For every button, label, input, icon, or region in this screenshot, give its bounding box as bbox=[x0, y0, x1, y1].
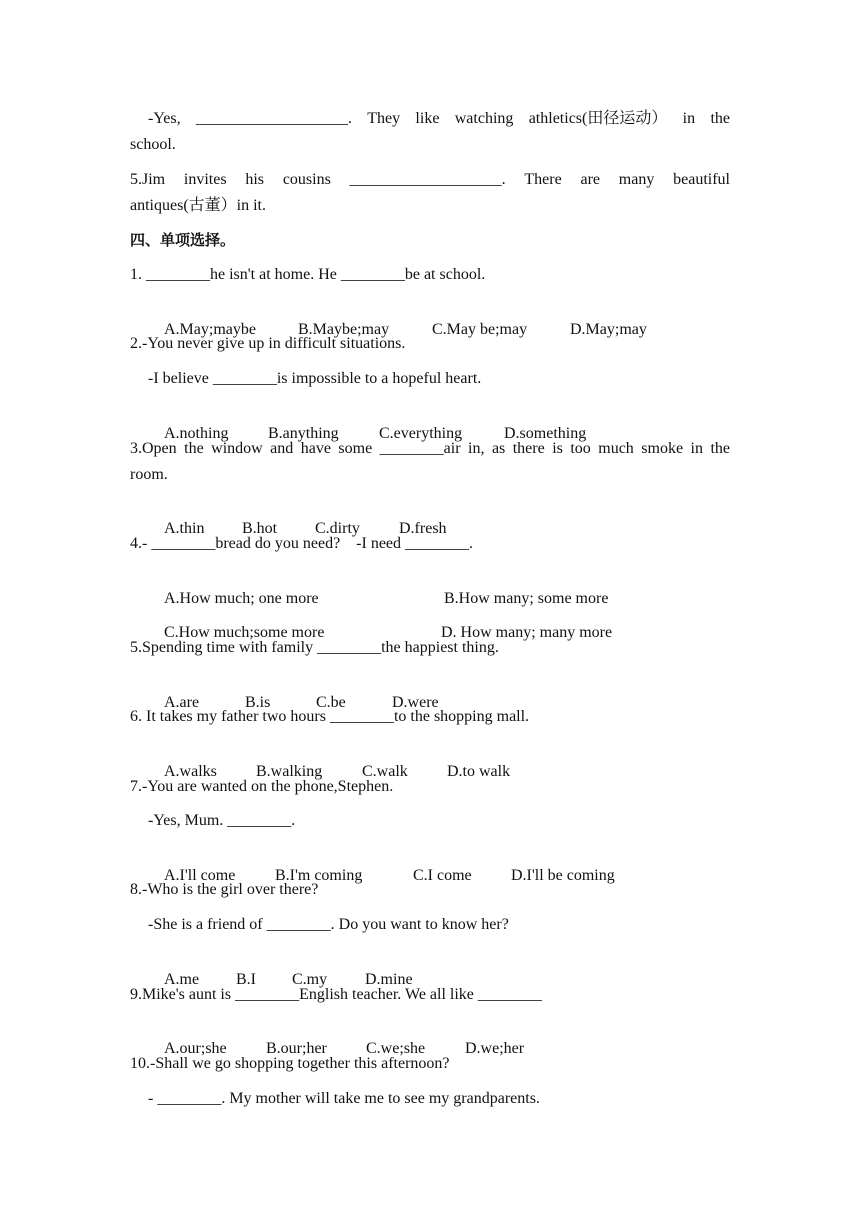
option-a: A.How much; one more bbox=[164, 590, 319, 607]
word: invites bbox=[183, 171, 227, 188]
word: many bbox=[618, 171, 655, 188]
word: and bbox=[270, 440, 294, 457]
word: some bbox=[338, 440, 373, 457]
word: are bbox=[580, 171, 600, 188]
option-c: C.everything bbox=[379, 425, 463, 442]
word: in bbox=[682, 110, 696, 127]
option-b: B.our;her bbox=[266, 1040, 327, 1057]
option-a: A.May;maybe bbox=[164, 321, 256, 338]
word: watching bbox=[454, 110, 514, 127]
option-d: D.mine bbox=[365, 971, 413, 988]
word: There bbox=[524, 171, 562, 188]
question-sub: -Yes, Mum. ________. bbox=[148, 812, 296, 829]
option-d: D.were bbox=[392, 694, 439, 711]
word: cousins bbox=[282, 171, 331, 188]
question-stem: 6. It takes my father two hours ________to the shopping mall. bbox=[130, 708, 530, 725]
option-a: A.walks bbox=[164, 763, 217, 780]
option-a: A.I'll come bbox=[164, 867, 236, 884]
word: window bbox=[211, 440, 263, 457]
option-b: B.Maybe;may bbox=[298, 321, 390, 338]
question-stem: 10.-Shall we go shopping together this afternoon? bbox=[130, 1055, 450, 1072]
question-stem: 9.Mike's aunt is ________English teacher. We all like ________ bbox=[130, 986, 542, 1003]
section-title: 四、单项选择。 bbox=[130, 231, 236, 249]
word: ___________________. bbox=[195, 110, 352, 127]
question-stem: 8.-Who is the girl over there? bbox=[130, 881, 319, 898]
word: is bbox=[552, 440, 563, 457]
option-b: B.hot bbox=[242, 520, 278, 537]
word: the bbox=[710, 440, 730, 457]
question-sub: - ________. My mother will take me to see my grandparents. bbox=[148, 1090, 540, 1107]
q4-answer-line bbox=[130, 109, 730, 129]
option-c: C.my bbox=[292, 971, 328, 988]
q5-fill-line2: antiques(古董）in it. bbox=[130, 197, 266, 214]
word: in, bbox=[468, 440, 485, 457]
option-d: D.to walk bbox=[447, 763, 511, 780]
option-b: B.is bbox=[245, 694, 271, 711]
word: 5.Jim bbox=[130, 171, 166, 188]
word: beautiful bbox=[673, 171, 730, 188]
word: the bbox=[184, 440, 204, 457]
option-a: A.thin bbox=[164, 520, 205, 537]
word: 3.Open bbox=[130, 440, 177, 457]
option-c: C.How much;some more bbox=[164, 624, 325, 641]
question-sub: -I believe ________is impossible to a hopeful heart. bbox=[148, 370, 482, 387]
option-a: A.nothing bbox=[164, 425, 229, 442]
option-b: B.walking bbox=[256, 763, 323, 780]
option-c: C.I come bbox=[413, 867, 472, 884]
option-c: C.walk bbox=[362, 763, 408, 780]
question-stem bbox=[130, 439, 730, 459]
word: as bbox=[491, 440, 506, 457]
word: -Yes, bbox=[148, 110, 181, 127]
option-d: D.May;may bbox=[570, 321, 647, 338]
question-stem-line2: room. bbox=[130, 466, 168, 483]
option-c: C.May be;may bbox=[432, 321, 528, 338]
option-a: A.are bbox=[164, 694, 200, 711]
question-stem: 2.-You never give up in difficult situations. bbox=[130, 335, 406, 352]
option-a: A.me bbox=[164, 971, 200, 988]
word: much bbox=[598, 440, 634, 457]
word: like bbox=[415, 110, 440, 127]
word: athletics(田径运动） bbox=[528, 110, 668, 127]
option-b: B.How many; some more bbox=[444, 590, 609, 607]
option-d: D.I'll be coming bbox=[511, 867, 615, 884]
question-stem: 4.- ________bread do you need? -I need ________. bbox=[130, 535, 474, 552]
question-stem: 5.Spending time with family ________the happiest thing. bbox=[130, 639, 499, 656]
word: the bbox=[710, 110, 730, 127]
word: ___________________. bbox=[349, 171, 506, 188]
question-stem: 1. ________he isn't at home. He ________be at school. bbox=[130, 266, 486, 283]
option-c: C.we;she bbox=[366, 1040, 426, 1057]
word: there bbox=[512, 440, 545, 457]
option-d: D.fresh bbox=[399, 520, 447, 537]
option-d: D.we;her bbox=[465, 1040, 525, 1057]
word: his bbox=[245, 171, 265, 188]
q4-answer-line2: school. bbox=[130, 136, 176, 153]
question-sub: -She is a friend of ________. Do you want to know her? bbox=[148, 916, 509, 933]
question-stem: 7.-You are wanted on the phone,Stephen. bbox=[130, 778, 394, 795]
q5-fill-line bbox=[130, 170, 730, 190]
option-c: C.be bbox=[316, 694, 346, 711]
word: smoke bbox=[641, 440, 684, 457]
word: ________air bbox=[379, 440, 461, 457]
word: too bbox=[570, 440, 591, 457]
option-c: C.dirty bbox=[315, 520, 360, 537]
option-b: B.anything bbox=[268, 425, 339, 442]
word: They bbox=[367, 110, 401, 127]
option-d: D.something bbox=[504, 425, 587, 442]
word: have bbox=[300, 440, 331, 457]
word: in bbox=[690, 440, 703, 457]
option-b: B.I bbox=[236, 971, 256, 988]
option-d: D. How many; many more bbox=[441, 624, 613, 641]
option-b: B.I'm coming bbox=[275, 867, 363, 884]
option-a: A.our;she bbox=[164, 1040, 227, 1057]
